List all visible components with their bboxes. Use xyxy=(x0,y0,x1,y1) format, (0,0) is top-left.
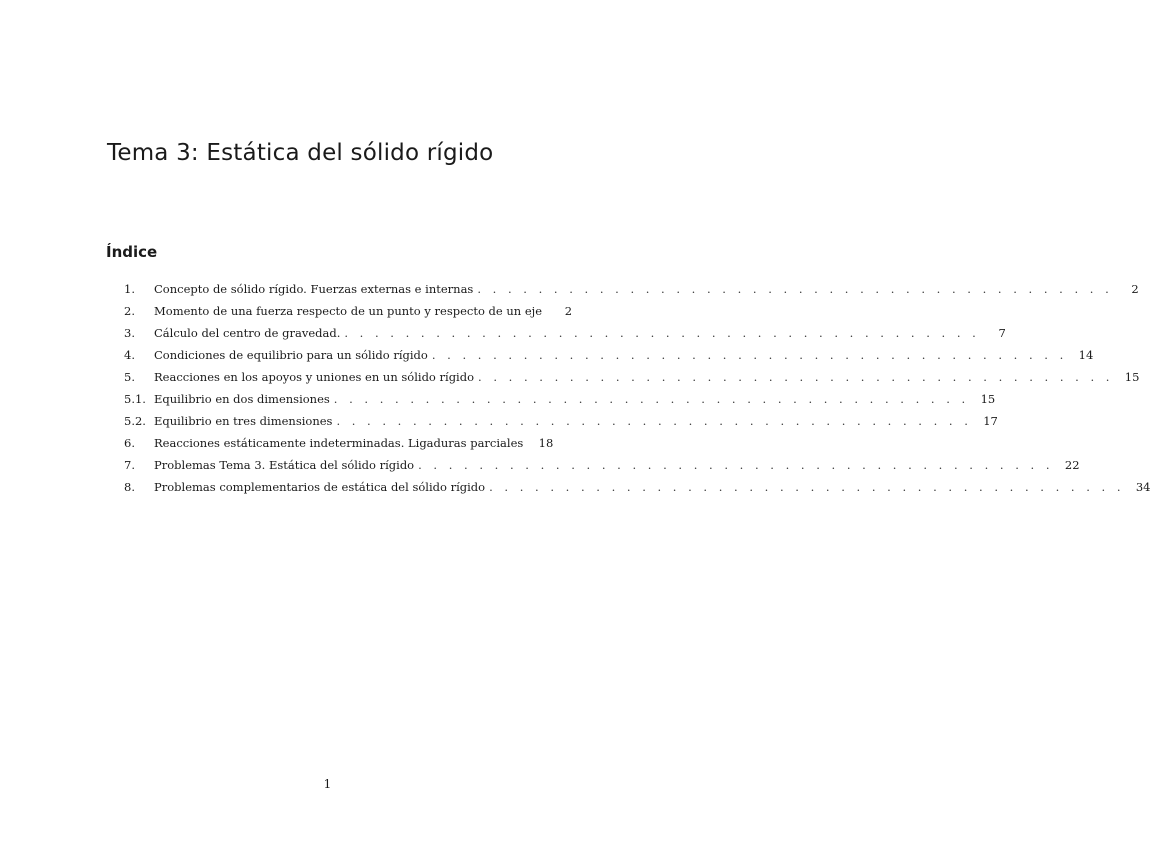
toc-entry-number: 5. xyxy=(124,370,135,384)
toc-entry-text: Equilibrio en tres dimensiones xyxy=(154,414,333,428)
toc-heading: Índice xyxy=(106,243,158,261)
toc-entry-page: 2 xyxy=(564,304,573,318)
document-title: Tema 3: Estática del sólido rígido xyxy=(107,140,494,166)
toc-entry-text: Equilibrio en dos dimensiones xyxy=(154,392,330,406)
toc-entry-5-1[interactable] xyxy=(124,388,996,410)
toc-entry-text: Reacciones estáticamente indeterminadas. Ligaduras parciales xyxy=(154,436,524,450)
toc-entry-page: 15 xyxy=(980,392,996,406)
toc-entry-text: Cálculo del centro de gravedad. xyxy=(154,326,341,340)
toc-entry-page: 15 xyxy=(1124,370,1140,384)
toc-leader-dots: . . . . . . . . . . . . . . . . . . . . . . . . . . . . . . . . . . . . . . . . . . xyxy=(489,480,1125,494)
page-number: 1 xyxy=(323,777,332,791)
toc-entry-number: 8. xyxy=(124,480,135,494)
toc-entry-text: Reacciones en los apoyos y uniones en un sólido rígido xyxy=(154,370,475,384)
toc-leader-dots: . . . . . . . . . . . . . . . . . . . . . . . . . . . . . . . . . . . . . . . . . . xyxy=(478,370,1114,384)
toc-entry-text: Momento de una fuerza respecto de un punto y respecto de un eje xyxy=(154,304,543,318)
toc-entry-number: 2. xyxy=(124,304,135,318)
toc-entry-page: 14 xyxy=(1078,348,1094,362)
toc-entry-5-2[interactable] xyxy=(124,410,998,432)
toc-entry-6[interactable] xyxy=(124,432,554,454)
toc-entry-4[interactable] xyxy=(124,344,1094,366)
toc-leader-dots: . . . . . . . . . . . . . . . . . . . . . . . . . . . . . . . . . . . . . . . . . . xyxy=(344,326,980,340)
toc-entry-page: 18 xyxy=(538,436,554,450)
toc-entry-number: 4. xyxy=(124,348,135,362)
toc-entry-page: 2 xyxy=(1131,282,1139,296)
toc-leader-dots: . . . . . . . . . . . . . . . . . . . . . . . . . . . . . . . . . . . . . . . . . . xyxy=(333,392,970,406)
toc-leader-dots: . . . . . . . . . . . . . . . . . . . . . . . . . . . . . . . . . . . . . . . . . . xyxy=(336,414,972,428)
toc-entry-number: 5.1. xyxy=(124,392,146,406)
toc-entry-number: 7. xyxy=(124,458,135,472)
toc-entry-page: 34 xyxy=(1135,480,1151,494)
toc-entry-8[interactable] xyxy=(124,476,1151,498)
toc-entry-text: Concepto de sólido rígido. Fuerzas externas e internas xyxy=(154,282,474,296)
toc-entry-page: 22 xyxy=(1064,458,1080,472)
toc-entry-5[interactable] xyxy=(124,366,1140,388)
toc-entry-text: Problemas complementarios de estática del sólido rígido xyxy=(154,480,486,494)
toc-entry-text: Condiciones de equilibrio para un sólido rígido xyxy=(154,348,428,362)
toc-entry-number: 5.2. xyxy=(124,414,146,428)
toc-leader-dots: . . . . . . . . . . . . . . . . . . . . . . . . . . . . . . . . . . . . . . . . . . xyxy=(477,282,1113,296)
toc-entry-number: 1. xyxy=(124,282,135,296)
toc-leader-dots: . . . . . . . . . . . . . . . . . . . . . . . . . . . . . . . . . . . . . . . . . . xyxy=(431,348,1068,362)
toc-leader-dots: . . . . . . . . . . . . . . . . . . . . . . . . . . . . . . . . . . . . . . . . . . xyxy=(418,458,1054,472)
toc-entry-7[interactable] xyxy=(124,454,1080,476)
table-of-contents xyxy=(124,278,1151,498)
toc-entry-text: Problemas Tema 3. Estática del sólido rígido xyxy=(154,458,415,472)
toc-entry-page: 7 xyxy=(998,326,1006,340)
toc-entry-3[interactable] xyxy=(124,322,1006,344)
toc-entry-page: 17 xyxy=(983,414,998,428)
toc-entry-number: 6. xyxy=(124,436,135,450)
toc-entry-number: 3. xyxy=(124,326,135,340)
toc-entry-1[interactable] xyxy=(124,278,1139,300)
toc-entry-2[interactable] xyxy=(124,300,573,322)
